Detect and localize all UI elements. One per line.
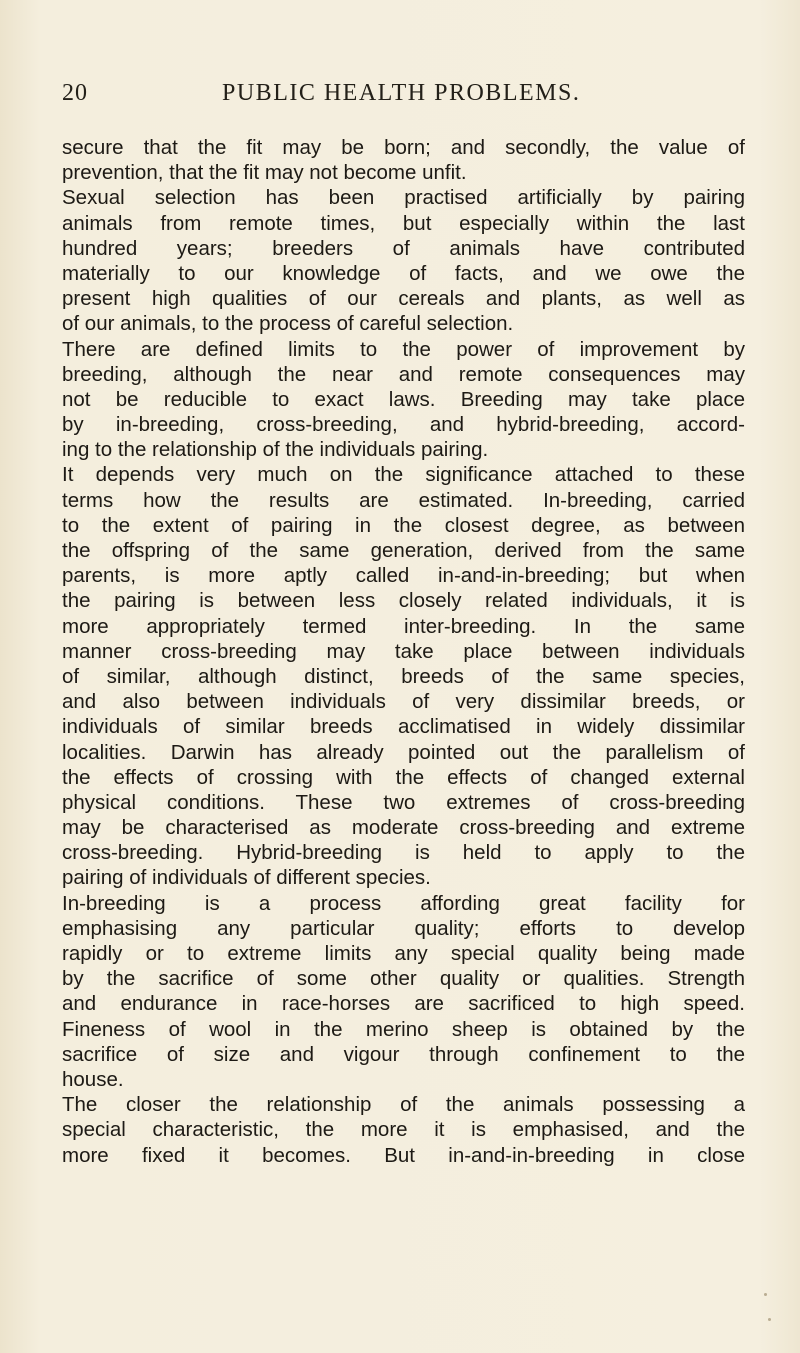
text-line: not be reducible to exact laws. Breeding may take place	[62, 387, 745, 411]
paper-speck	[764, 1293, 767, 1296]
text-line: The closer the relationship of the animals possessing a	[62, 1093, 745, 1117]
page-number: 20	[62, 80, 88, 106]
text-line: rapidly or to extreme limits any special quality being made	[62, 942, 745, 965]
text-line: Sexual selection has been practised artificially by pairing	[62, 186, 745, 210]
text-line: the pairing is between less closely related individuals, it is	[62, 589, 745, 613]
text-line: may be characterised as moderate cross-breeding and extreme	[62, 816, 745, 840]
text-line: In-breeding is a process affording great facility for	[62, 891, 745, 915]
text-line: the effects of crossing with the effects of changed external	[62, 765, 745, 789]
text-line: more fixed it becomes. But in-and-in-breeding in close	[62, 1143, 745, 1167]
text-line: present high qualities of our cereals and plants, as well as	[62, 287, 745, 311]
text-line: pairing of individuals of different species.	[62, 866, 431, 890]
paper-speck	[768, 1318, 771, 1321]
text-line: by in-breeding, cross-breeding, and hybrid-breeding, accord-	[62, 413, 745, 437]
text-line: There are defined limits to the power of improvement by	[62, 337, 745, 361]
text-line: terms how the results are estimated. In-breeding, carried	[62, 488, 745, 512]
text-line: materially to our knowledge of facts, and we owe the	[62, 261, 745, 285]
text-line: by the sacrifice of some other quality or qualities. Strength	[62, 967, 745, 991]
text-line: sacrifice of size and vigour through confinement to the	[62, 1042, 745, 1066]
body-text	[62, 135, 745, 1168]
text-line: cross-breeding. Hybrid-breeding is held to apply to the	[62, 841, 745, 865]
text-line: the offspring of the same generation, derived from the same	[62, 539, 745, 562]
text-line: more appropriately termed inter-breeding. In the same	[62, 614, 745, 638]
text-line: of similar, although distinct, breeds of the same species,	[62, 664, 745, 688]
text-line: of our animals, to the process of careful selection.	[62, 312, 514, 336]
text-line: manner cross-breeding may take place between individuals	[62, 639, 745, 663]
text-line: prevention, that the fit may not become unfit.	[62, 161, 467, 185]
text-line: special characteristic, the more it is emphasised, and the	[62, 1118, 745, 1142]
text-line: and endurance in race-horses are sacrificed to high speed.	[62, 992, 745, 1016]
text-line: Fineness of wool in the merino sheep is obtained by the	[62, 1017, 745, 1041]
running-title: PUBLIC HEALTH PROBLEMS.	[222, 80, 581, 106]
text-line: individuals of similar breeds acclimatised in widely dissimilar	[62, 715, 745, 739]
text-line: physical conditions. These two extremes of cross-breeding	[62, 790, 745, 814]
text-line: secure that the fit may be born; and secondly, the value of	[62, 136, 745, 159]
running-head	[62, 80, 745, 112]
text-line: It depends very much on the significance attached to these	[62, 463, 745, 487]
text-line: ing to the relationship of the individuals pairing.	[62, 438, 489, 462]
text-line: house.	[62, 1067, 124, 1091]
text-line: breeding, although the near and remote consequences may	[62, 362, 745, 386]
text-line: animals from remote times, but especially within the last	[62, 211, 745, 235]
text-line: emphasising any particular quality; efforts to develop	[62, 916, 745, 940]
text-line: localities. Darwin has already pointed out the parallelism of	[62, 740, 745, 764]
text-line: parents, is more aptly called in-and-in-breeding; but when	[62, 564, 745, 588]
text-line: and also between individuals of very dissimilar breeds, or	[62, 690, 745, 714]
text-line: to the extent of pairing in the closest degree, as between	[62, 513, 745, 537]
text-line: hundred years; breeders of animals have contributed	[62, 236, 745, 260]
